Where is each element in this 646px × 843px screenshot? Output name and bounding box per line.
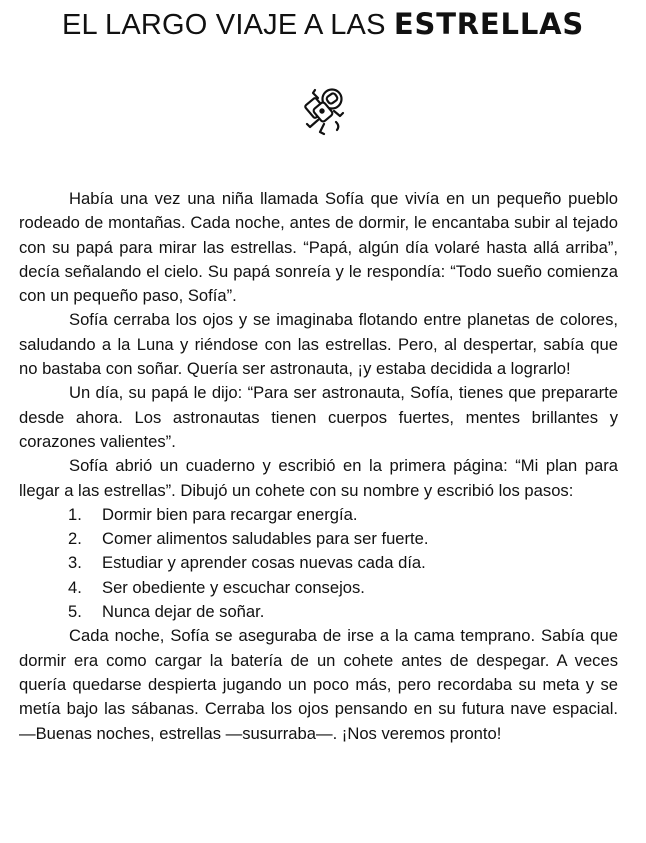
list-item	[19, 551, 618, 575]
title-light-part: EL LARGO VIAJE A LAS	[61, 9, 386, 41]
paragraph: Un día, su papá le dijo: “Para ser astronauta, Sofía, tienes que prepararte desde ahora. Los astronautas tienen cuerpos fuertes, mentes brillantes y corazones valientes”.	[19, 383, 618, 451]
step-text: Estudiar y aprender cosas nuevas cada día.	[102, 553, 426, 573]
paragraph: Sofía abrió un cuaderno y escribió en la primera página: “Mi plan para llegar a las estrellas”. Dibujó un cohete con su nombre y escribió los pasos:	[19, 456, 618, 500]
step-text: Ser obediente y escuchar consejos.	[102, 577, 365, 597]
step-number: 1.	[68, 504, 82, 524]
list-item	[19, 576, 618, 600]
list-item	[19, 600, 618, 624]
step-number: 5.	[68, 602, 82, 622]
list-item	[19, 503, 618, 527]
paragraph: Sofía cerraba los ojos y se imaginaba flotando entre planetas de colores, saludando a la Luna y riéndose con las estrellas. Pero, al despertar, sabía que no bastaba con soñar. Quería ser astronauta, ¡y estaba decidida a lograrlo!	[19, 310, 618, 379]
step-number: 4.	[68, 577, 82, 597]
list-item	[19, 527, 618, 551]
step-text: Nunca dejar de soñar.	[102, 602, 265, 622]
title-bold-part: ESTRELLAS	[393, 7, 585, 41]
story-text	[19, 187, 618, 746]
step-text: Comer alimentos saludables para ser fuerte.	[102, 529, 429, 549]
astronaut-icon	[296, 84, 350, 138]
steps-list	[19, 503, 618, 624]
step-number: 2.	[68, 529, 82, 549]
paragraph: Había una vez una niña llamada Sofía que vivía en un pequeño pueblo rodeado de montañas. Cada noche, antes de dormir, le encantaba subir al tejado con su papá para mirar las estrellas. “Papá, algún día volaré hasta allá arriba”, decía señalando el cielo. Su papá sonreía y le respondía: “Todo sueño comienza con un pequeño paso, Sofía”.	[19, 189, 618, 306]
paragraph: Cada noche, Sofía se aseguraba de irse a la cama temprano. Sabía que dormir era como cargar la batería de un cohete antes de despegar. A veces quería quedarse despierta jugando un poco más, pero recordaba su meta y se metía bajo las sábanas. Cerraba los ojos pensando en su futura nave espacial. —Buenas noches, estrellas —susurraba—. ¡Nos veremos pronto!	[19, 626, 618, 743]
step-number: 3.	[68, 553, 82, 573]
page-title	[0, 6, 646, 43]
step-text: Dormir bien para recargar energía.	[102, 504, 358, 524]
